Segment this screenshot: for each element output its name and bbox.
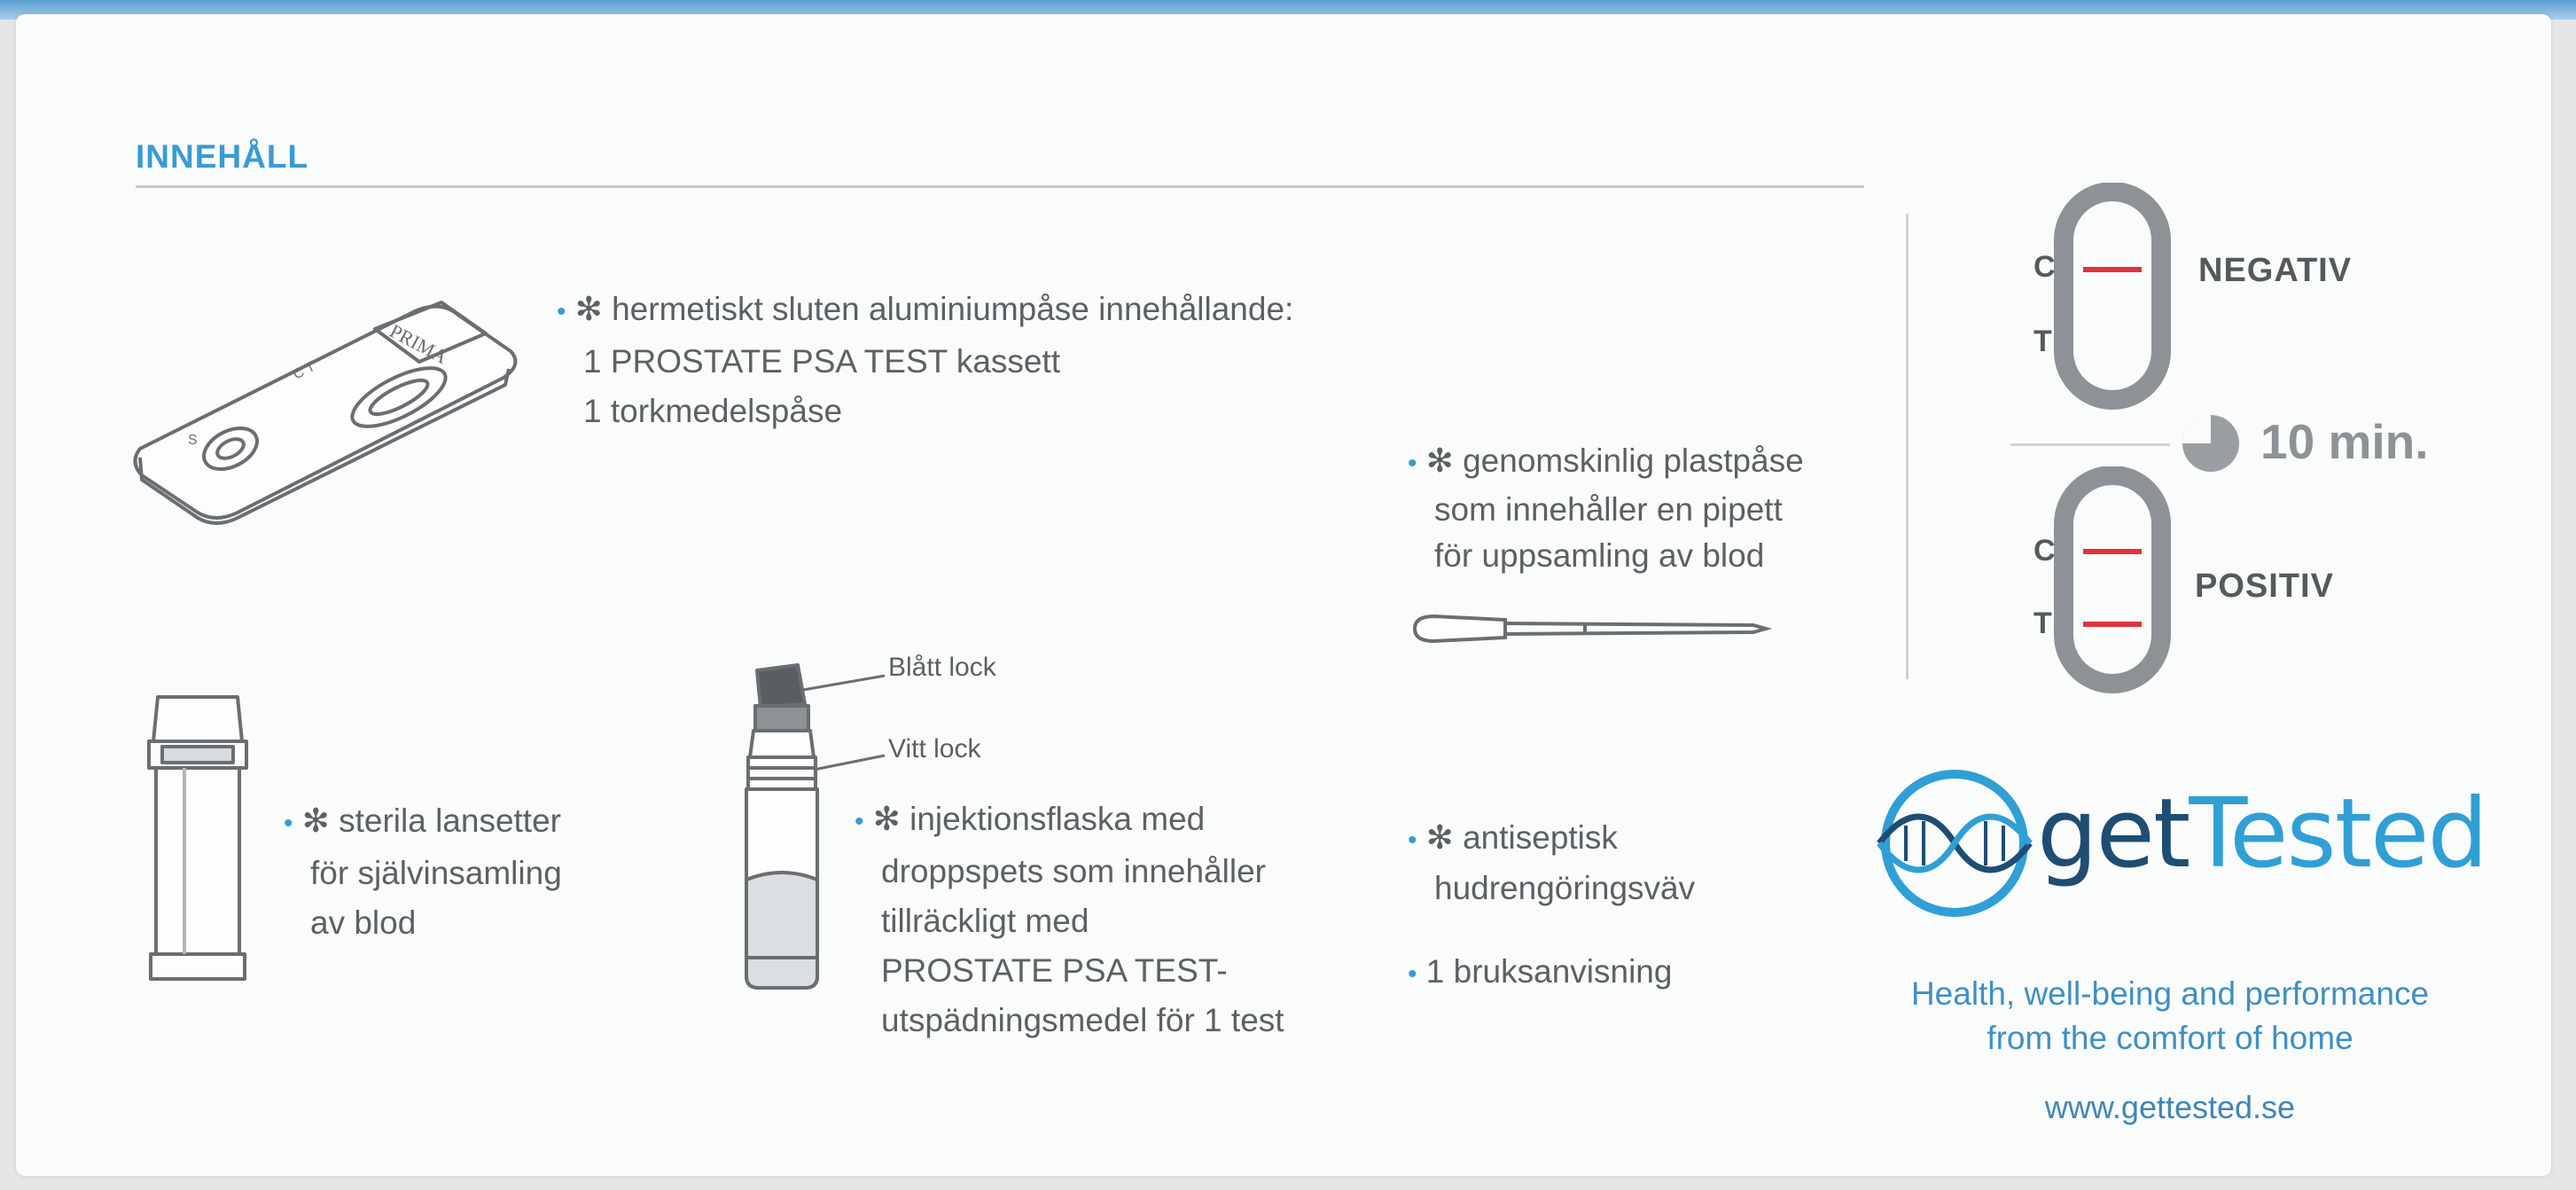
pouch-item <box>557 285 1293 436</box>
positive-t-label: T <box>2033 607 2052 640</box>
tagline-line-2: from the comfort of home <box>1987 1020 2354 1056</box>
negative-t-label: T <box>2033 325 2052 358</box>
wipe-item <box>1408 814 1695 912</box>
cassette-label: PRIMA <box>386 319 451 369</box>
vial-line-1: injektionsflaska med <box>909 801 1206 837</box>
test-cassette-illustration <box>122 280 530 537</box>
negative-c-label: C <box>2033 250 2056 284</box>
pouch-line-1: hermetiskt sluten aluminiumpåse innehållande: <box>612 291 1294 327</box>
asterisk-icon: ✻ <box>872 801 901 837</box>
vial-line-5: utspädningsmedel för 1 test <box>881 1002 1284 1038</box>
timer-icon <box>2175 408 2246 479</box>
vial-line-2: droppspets som innehåller <box>881 853 1266 889</box>
blue-cap-callout: Blått lock <box>888 653 996 682</box>
bullet: • <box>1408 449 1417 478</box>
pouch-line-2: 1 PROSTATE PSA TEST kassett <box>583 343 1061 380</box>
bullet: • <box>557 297 566 326</box>
asterisk-icon: ✻ <box>301 802 330 839</box>
pouch-line-3: 1 torkmedelspåse <box>583 393 843 429</box>
vial-item <box>855 795 1284 1045</box>
brand-name-part-1: get <box>2037 779 2190 889</box>
heading-divider <box>136 185 1864 188</box>
result-divider <box>2010 443 2170 446</box>
vertical-divider <box>1906 214 1909 679</box>
manual-line-1: 1 bruksanvisning <box>1425 953 1673 990</box>
manual-item <box>1408 947 1672 999</box>
wipe-line-2: hudrengöringsväv <box>1434 870 1696 906</box>
pipette-line-3: för uppsamling av blod <box>1434 537 1765 574</box>
negative-label: NEGATIV <box>2198 252 2353 289</box>
asterisk-icon: ✻ <box>574 291 603 327</box>
svg-text:S: S <box>188 433 198 448</box>
white-cap-callout: Vitt lock <box>888 734 981 763</box>
asterisk-icon: ✻ <box>1425 819 1454 856</box>
contents-heading: INNEHÅLL <box>136 138 309 175</box>
pipette-line-2: som innehåller en pipett <box>1434 491 1783 528</box>
bullet: • <box>855 807 864 836</box>
positive-label: POSITIV <box>2195 568 2334 605</box>
bullet: • <box>1408 959 1417 989</box>
brand-name-part-2: Tested <box>2189 779 2487 889</box>
lancets-line-2: för självinsamling <box>310 855 562 891</box>
lancets-item <box>284 796 562 948</box>
asterisk-icon: ✻ <box>1425 442 1454 479</box>
pipette-illustration <box>1408 604 1780 657</box>
timer-text: 10 min. <box>2260 414 2429 469</box>
wipe-line-1: antiseptisk <box>1463 819 1618 856</box>
lancet-illustration <box>140 688 264 994</box>
bullet: • <box>284 809 293 838</box>
tagline-line-1: Health, well-being and performance <box>1910 975 2430 1012</box>
pipette-item <box>1408 438 1804 579</box>
pipette-line-1: genomskinlig plastpåse <box>1463 442 1804 479</box>
positive-c-label: C <box>2033 534 2056 568</box>
vial-line-4: PROSTATE PSA TEST- <box>881 952 1228 989</box>
svg-text:C T: C T <box>291 358 318 383</box>
bullet: • <box>1408 826 1417 855</box>
dna-logo-icon <box>1870 759 2039 928</box>
positive-result-strip <box>2046 466 2179 697</box>
brand-wordmark <box>2037 779 2486 889</box>
lancets-line-1: sterila lansetter <box>339 802 561 839</box>
package-panel <box>16 14 2551 1176</box>
negative-result-strip <box>2046 183 2179 413</box>
lancets-line-3: av blod <box>310 904 417 941</box>
vial-line-3: tillräckligt med <box>881 903 1089 939</box>
website-link[interactable]: www.gettested.se <box>2044 1089 2296 1125</box>
brand-tagline <box>1860 972 2480 1061</box>
